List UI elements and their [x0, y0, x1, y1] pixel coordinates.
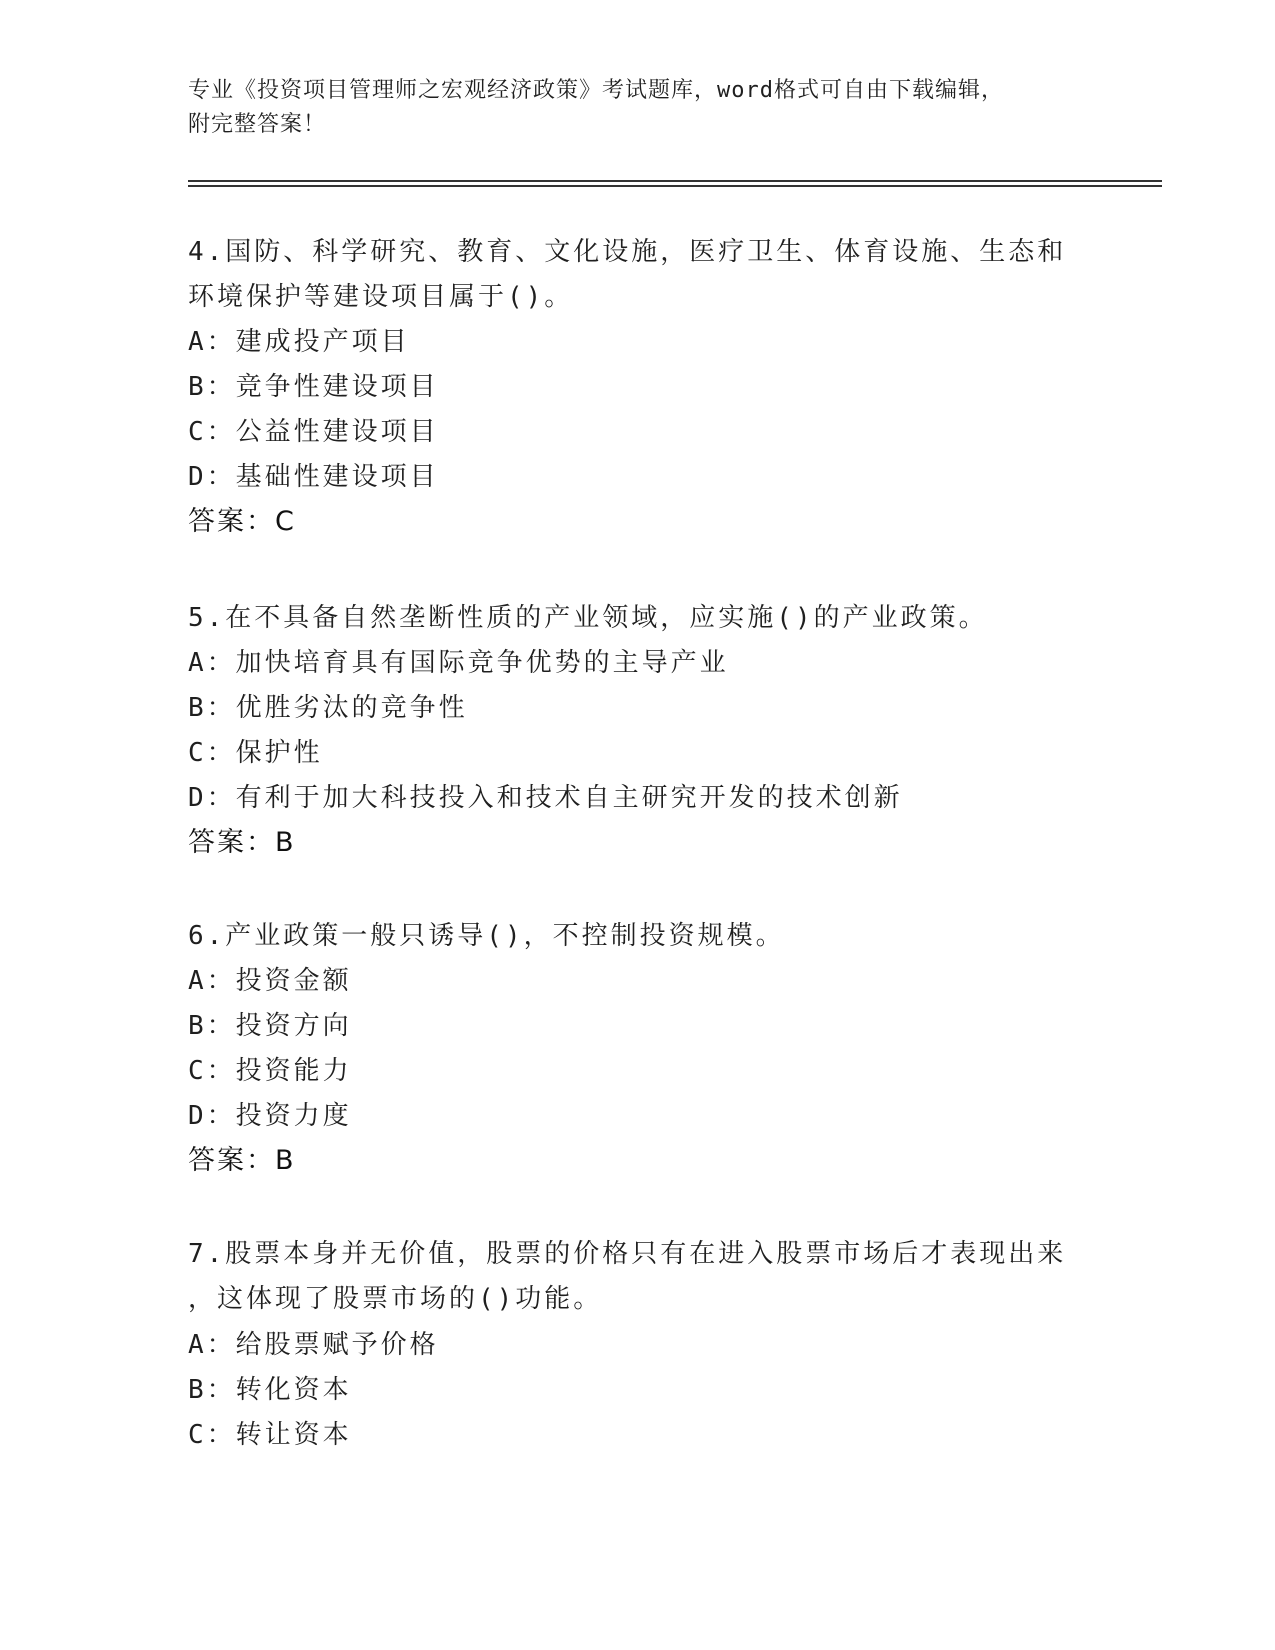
question-4-option-d: D：基础性建设项目	[188, 462, 439, 492]
question-5-option-c: C：保护性	[188, 738, 323, 768]
header-divider-top	[188, 180, 1162, 182]
header-line-1: 专业《投资项目管理师之宏观经济政策》考试题库，word格式可自由下载编辑，	[188, 78, 1004, 103]
question-4-option-c: C：公益性建设项目	[188, 417, 439, 447]
question-6-stem-line-1: 6.产业政策一般只诱导()，不控制投资规模。	[188, 921, 785, 951]
question-5-option-d: D：有利于加大科技投入和技术自主研究开发的技术创新	[188, 783, 903, 813]
question-7-stem-line-2: ，这体现了股票市场的()功能。	[188, 1284, 603, 1314]
question-6-answer: 答案：B	[188, 1145, 296, 1176]
question-4-answer: 答案：C	[188, 506, 296, 537]
question-4-option-a: A：建成投产项目	[188, 327, 410, 357]
question-6-option-d: D：投资力度	[188, 1101, 352, 1131]
header-divider-bottom	[188, 185, 1162, 187]
question-7-option-c: C：转让资本	[188, 1420, 352, 1450]
question-6-option-c: C：投资能力	[188, 1056, 352, 1086]
question-7-option-a: A：给股票赋予价格	[188, 1330, 439, 1360]
question-6-option-a: A：投资金额	[188, 966, 352, 996]
question-5-option-a: A：加快培育具有国际竞争优势的主导产业	[188, 648, 729, 678]
question-4-stem-line-2: 环境保护等建设项目属于()。	[188, 282, 574, 312]
question-7-option-b: B：转化资本	[188, 1375, 352, 1405]
question-5-answer: 答案：B	[188, 827, 296, 858]
header-line-2: 附完整答案！	[188, 112, 327, 137]
question-4-stem-line-1: 4.国防、科学研究、教育、文化设施，医疗卫生、体育设施、生态和	[188, 237, 1067, 267]
question-4-option-b: B：竞争性建设项目	[188, 372, 439, 402]
question-5-option-b: B：优胜劣汰的竞争性	[188, 693, 468, 723]
question-7-stem-line-1: 7.股票本身并无价值，股票的价格只有在进入股票市场后才表现出来	[188, 1239, 1067, 1269]
document-header	[188, 74, 1168, 142]
question-5-stem-line-1: 5.在不具备自然垄断性质的产业领域，应实施()的产业政策。	[188, 603, 988, 633]
question-6-option-b: B：投资方向	[188, 1011, 352, 1041]
